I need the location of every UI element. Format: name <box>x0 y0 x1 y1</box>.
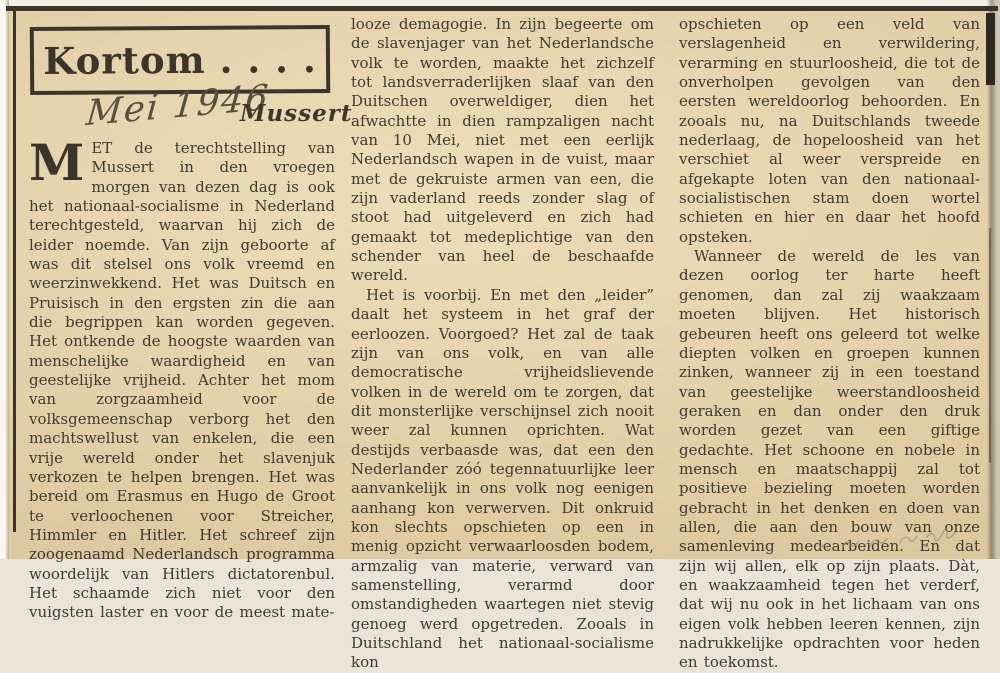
byline-mussert: Mussert <box>240 100 353 127</box>
paragraph-text: ET de terechtstelling van Mussert in den vroegen morgen van dezen dag is ook het nationaal-socialisme in Nederland terechtgesteld, waarvan hij zich de leider noemde. Van zijn geboorte af was dit stelsel ons volk vreemd en weerzinwekkend. Het was Duitsch en Pruisisch in den ergsten zin die aan die begrippen kan worden gegeven. Het ontkende de hoogste waarden van menschelijke waardigheid en van geestelijke vrijheid. Achter het mom van zorgzaamheid voor de volksgemeenschap verborg het den machtswellust van enkelen, die een vrije wereld onder het slavenjuk verkozen te helpen brengen. Het was bereid om Erasmus en Hugo de Groot te verloochenen voor Streicher, Himmler en Hitler. Het schreef zijn zoogenaamd Nederlandsch programma woordelijk van Hitlers dictatorenbul. Het schaamde zich niet voor den vuigsten laster en voor de meest mate- <box>29 139 335 622</box>
article-column-3 <box>679 15 980 673</box>
article-paragraph: looze demagogie. In zijn begeerte om de slavenjager van het Nederlandsche volk te worden, maakte het zichzelf tot landsverraderlijken slaaf van den Duitschen overweldiger, dien het afwachtte in dien rampzaligen nacht van 10 Mei, niet met een eerlijk Nederlandsch wapen in de vuist, maar met de gekruiste armen van een, die zijn vaderland reeds zonder slag of stoot had uitgeleverd en zich had gemaakt tot medeplichtige van den schender van heel de beschaafde wereld. <box>351 15 654 285</box>
handwritten-date: Mei 1946 <box>84 77 272 135</box>
pencil-scribble <box>815 525 990 555</box>
scan-edge-left <box>0 0 9 559</box>
article-paragraph: Het is voorbij. En met den „leider” daalt het systeem in het graf der eerloozen. Voorgoed? Het zal de taak zijn van ons volk, en van alle democratische vrijheidslievende volken in de wereld om te zorgen, dat dit monsterlijke verschijnsel zich nooit weer zal kunnen oprichten. Wat destijds verbaasde was, dat een den Nederlander zóó tegennatuurlijke leer aanvankelijk in ons volk nog eenigen aanhang kon verwerven. Dit onkruid kon slechts opschieten op een in menig opzicht verwaarloosden bodem, armzalig van materie, verward van samenstelling, verarmd door omstandigheden waartegen niet stevig genoeg werd opgetreden. Zooals in Duitschland het nationaal-socialisme kon <box>351 285 654 672</box>
drop-cap: M <box>29 133 85 192</box>
scan-shadow-blotch <box>986 13 995 85</box>
top-rule <box>6 6 998 11</box>
article-paragraph: Wanneer de wereld de les van dezen oorlog ter harte heeft genomen, dan zal zij waakzaam moeten blijven. Het historisch gebeuren heeft ons geleerd tot welke diepten volken en groepen kunnen zinken, wanneer zij in een toestand van geestelijke weerstandloosheid geraken en dan onder den druk worden gezet van een giftige gedachte. Het schoone en nobele in mensch en maatschappij zal tot positieve bezieling moeten worden gebracht in het denken en doen van allen, die aan den bouw van onze samenleving medearbeiden. En dat zijn wij allen, elk op zijn plaats. Dàt, en waakzaamheid tegen het verderf, dat wij nu ook in het lichaam van ons eigen volk hebben leeren kennen, zijn nadrukkelijke opdrachten voor heden en toekomst. <box>679 247 980 672</box>
right-column-rule <box>989 228 991 463</box>
article-paragraph <box>29 133 335 623</box>
left-column-rule <box>13 8 16 532</box>
article-paragraph: opschieten op een veld van verslagenheid en verwildering, verarming en stuurloosheid, die tot de onverholpen gevolgen van den eersten wereldoorlog behoorden. En zooals nu, na Duitschlands tweede nederlaag, de hopeloosheid van het verschiet al weer verspreide en afgekapte loten van den nationaal-socialistischen stam doen wortel schieten en hier en daar het hoofd opsteken. <box>679 15 980 246</box>
page-title: Kortom . . . . <box>43 37 317 83</box>
article-column-1 <box>29 133 335 623</box>
article-column-2 <box>351 15 654 673</box>
kortom-title-box <box>30 25 330 95</box>
